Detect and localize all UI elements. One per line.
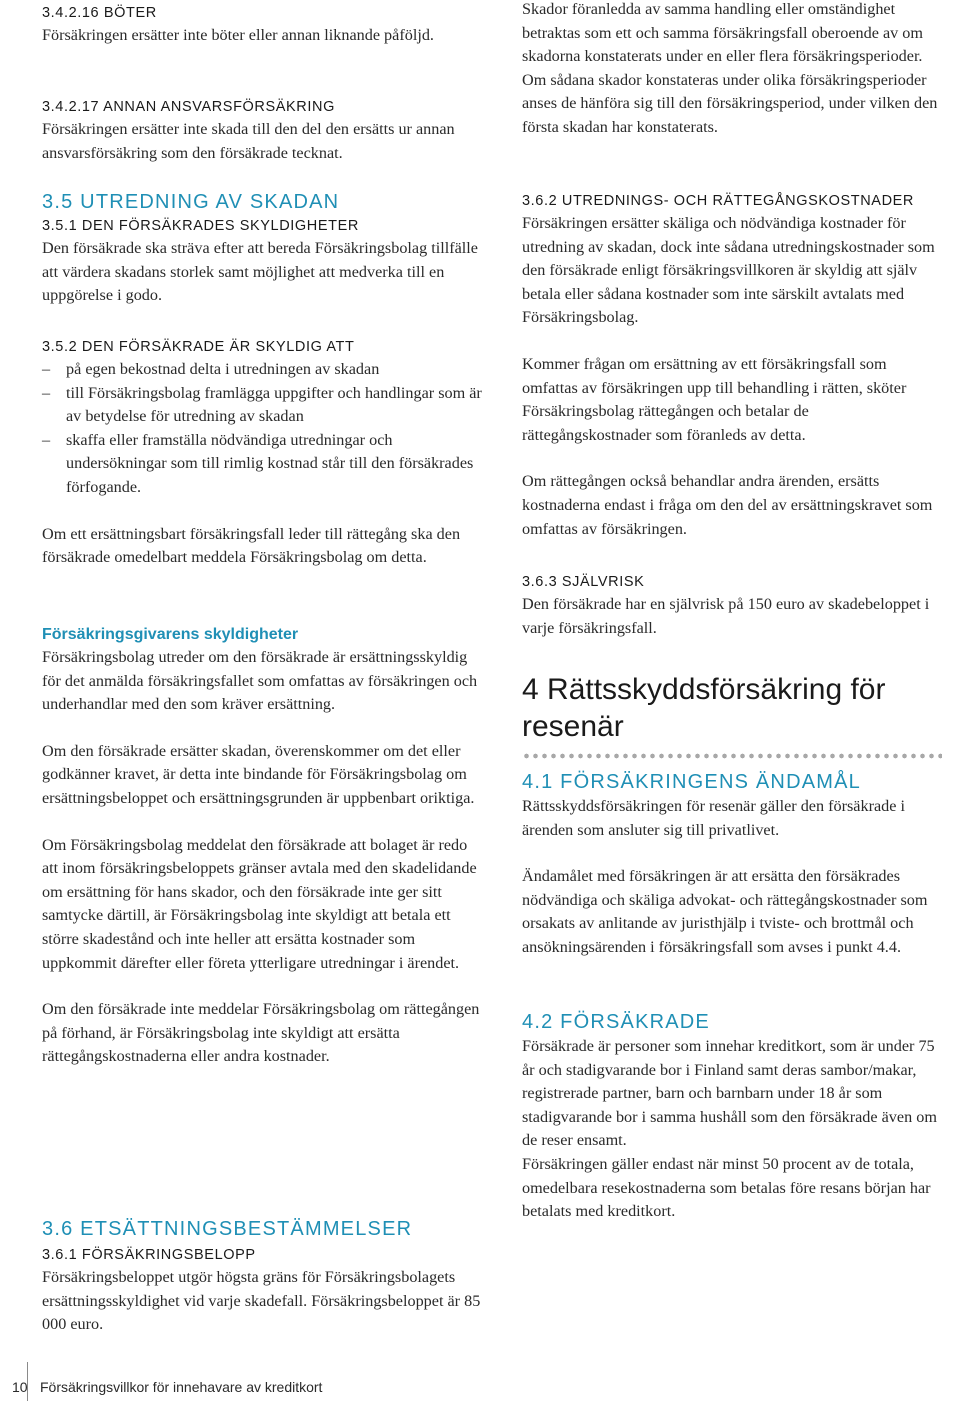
paragraph-block [522, 0, 942, 140]
paragraph: Skador föranledda av samma handling eller omständighet betraktas som ett och samma försäkringsfall oberoende av om skadorna konstaterats under en eller flera försäkringsperioder. Om sådana skador konstateras under olika försäkringsperioder anses de hänföra sig till den försäkringsperiod, under vilken den första skadan har konstaterats. [522, 0, 938, 136]
section-number: 4.2 [522, 1011, 554, 1033]
section-3-6-3 [522, 571, 942, 640]
section-3-5-1 [42, 215, 484, 308]
section-number: 3.6.3 [522, 574, 558, 590]
section-title: BÖTER [103, 5, 157, 21]
section-number: 3.6.1 [42, 1247, 78, 1263]
page-footer [12, 1379, 322, 1395]
section-title: UTREDNINGS- OCH RÄTTEGÅNGSKOSTNADER [561, 193, 914, 209]
section-number: 3.4.2.16 [42, 5, 100, 21]
paragraph: Ändamålet med försäkringen är att ersätta den försäkrades nödvändiga och skäliga advokat- och rättegångskostnader som orsakats av anlitande av juristhjälp i tviste- och brottmål och ansökningsärenden i försäkringsfall som avses i punkt 4.4. [522, 867, 928, 956]
paragraph: Den försäkrade ska sträva efter att bereda Försäkringsbolag tillfälle att värdera skadans storlek samt möjlighet att medverka till en uppgörelse i godo. [42, 239, 478, 305]
section-title: DEN FÖRSÄKRADE ÄR SKYLDIG ATT [81, 339, 355, 355]
section-number: 3.5 [42, 191, 74, 213]
section-3-5-2 [42, 336, 484, 570]
section-title: FÖRSÄKRADE [560, 1011, 710, 1033]
section-title: FÖRSÄKRINGSBELOPP [81, 1247, 256, 1263]
paragraph: Om Försäkringsbolag meddelat den försäkrade att bolaget är redo att inom försäkringsbeloppets gränser avtala med den skadelidande om ersättning för hans skador, och den försäkrade inte ger sitt samtycke därtill, är Försäkringsbolag inte skyldigt att betala ett större skadestånd och inte heller att ersätta kostnader som uppkommit därefter eller företa ytterligare utredningar i ärendet. [42, 835, 477, 972]
section-title: DEN FÖRSÄKRADES SKYLDIGHETER [81, 218, 359, 234]
section-3-6 [42, 1216, 484, 1242]
paragraph: Rättsskyddsförsäkringen för resenär gäller den försäkrade i ärenden som ansluter sig till privatlivet. [522, 797, 905, 839]
section-title: ETSÄTTNINGSBESTÄMMELSER [80, 1218, 413, 1240]
section-title: SJÄLVRISK [561, 574, 645, 590]
paragraph: Försäkringen ersätter inte skada till den del den ersätts ur annan ansvarsförsäkring som den försäkrade tecknat. [42, 120, 455, 162]
footer-title: Försäkringsvillkor för innehavare av kreditkort [40, 1379, 323, 1395]
paragraph: Försäkringsbeloppet utgör högsta gräns för Försäkringsbolagets ersättningsskyldighet vid varje skadefall. Försäkringsbeloppet är 85 000 euro. [42, 1268, 481, 1334]
section-number: 3.6.2 [522, 193, 558, 209]
paragraph: Kommer frågan om ersättning av ett försäkringsfall som omfattas av försäkringen upp till behandling i rätten, sköter Försäkringsbolag rättegången och betalar de rättegångskostnader som föranleds av detta. [522, 354, 907, 444]
list-item: – på egen bekostnad delta i utredningen av skadan [42, 358, 484, 382]
section-number: 3.5.2 [42, 339, 78, 355]
paragraph: Försäkringen ersätter skäliga och nödvändiga kostnader för utredning av skadan, dock inte sådana utredningskostnader som den försäkrade enligt försäkringsvillkoren är skyldig att själv betala eller sådana kostnader som inte särskilt avtalats med Försäkringsbolag. [522, 214, 935, 327]
section-4-1 [522, 769, 942, 960]
section-number: 3.4.2.17 [42, 99, 100, 115]
chapter-heading [522, 671, 942, 759]
section-title: FÖRSÄKRINGENS ÄNDAMÅL [560, 771, 861, 793]
paragraph: Om den försäkrade ersätter skadan, överenskommer om det eller godkänner kravet, är detta inte bindande för Försäkringsbolag om ersättningsbeloppet och ersättningsgrunden är uppbenbart oriktiga. [42, 741, 475, 807]
section-3-4-2-17 [42, 96, 484, 165]
section-number: 3.6 [42, 1218, 74, 1240]
page-number: 10 [12, 1379, 28, 1395]
section-title: ANNAN ANSVARSFÖRSÄKRING [103, 99, 335, 115]
paragraph: Försäkringen gäller endast när minst 50 procent av de totala, omedelbara resekostnaderna som betalas före resans början har betalats med kreditkort. [522, 1154, 931, 1221]
section-title: UTREDNING AV SKADAN [80, 191, 340, 213]
chapter-title: Rättsskyddsförsäkring för resenär [522, 673, 886, 743]
paragraph: Försäkringen ersätter inte böter eller annan liknande påföljd. [42, 26, 434, 44]
section-3-4-2-16 [42, 2, 484, 48]
subsection-title: Försäkringsgivarens skyldigheter [42, 626, 299, 643]
list-item: – till Försäkringsbolag framlägga uppgifter och handlingar som är av betydelse för utredning av skadan [42, 382, 484, 429]
section-number: 3.5.1 [42, 218, 78, 234]
chapter-number: 4 [522, 673, 539, 706]
paragraph: Försäkringsbolag utreder om den försäkrade är ersättningsskyldig för det anmälda försäkringsfallet som omfattas av försäkringen och underhandlar med den som kräver ersättning. [42, 648, 478, 714]
section-3-5 [42, 189, 484, 215]
section-number: 4.1 [522, 771, 554, 793]
paragraph: Om den försäkrade inte meddelar Försäkringsbolag om rättegången på förhand, är Försäkringsbolag inte skyldigt att ersätta rättegångskostnaderna eller andra kostnader. [42, 1000, 480, 1066]
paragraph: Om rättegången också behandlar andra ärenden, ersätts kostnaderna endast i fråga om den del av ersättningskravet som omfattas av försäkringen. [522, 472, 933, 538]
list-item: – skaffa eller framställa nödvändiga utredningar och undersökningar som till rimlig kostnad står till den försäkrades förfogande. [42, 429, 484, 500]
paragraph: Om ett ersättningsbart försäkringsfall leder till rättegång ska den försäkrade omedelbart meddela Försäkringsbolag om detta. [42, 524, 461, 567]
section-3-6-1 [42, 1244, 484, 1337]
section-3-6-2 [522, 190, 942, 541]
section-4-2 [522, 1009, 942, 1224]
duty-list [42, 358, 484, 500]
dotted-divider [522, 753, 942, 759]
section-insurer-duties [42, 623, 484, 1069]
paragraph: Försäkrade är personer som innehar kreditkort, som är under 75 år och stadigvarande bor i Finland samt deras sambor/makar, registrerade partner, barn och barnbarn under 18 år som stadigvarande bor i samma hushåll som den försäkrade även om de reser ensamt. [522, 1037, 937, 1150]
paragraph: Den försäkrade har en självrisk på 150 euro av skadebeloppet i varje försäkringsfall. [522, 595, 930, 637]
